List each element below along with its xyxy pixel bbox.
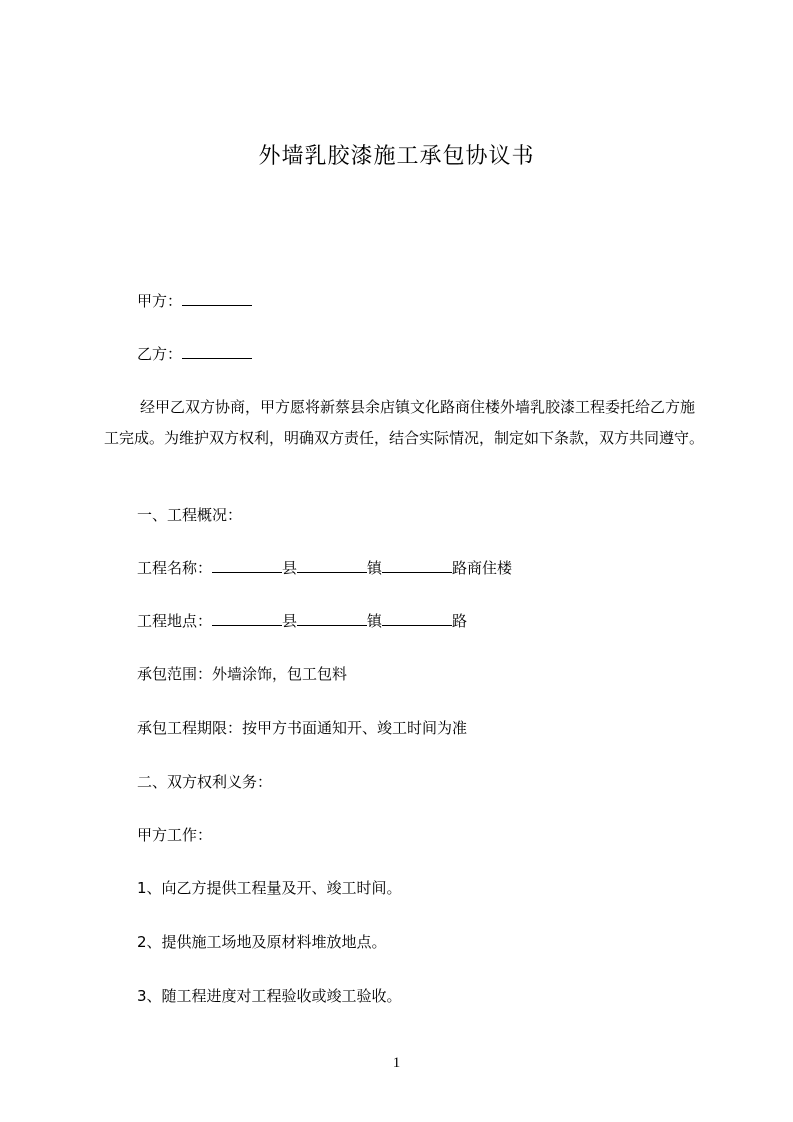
list-item: 3、随工程进度对工程验收或竣工验收。 [137, 987, 402, 1005]
intro-paragraph [104, 392, 704, 454]
list-item: 2、提供施工场地及原材料堆放地点。 [137, 933, 387, 951]
project-location-town-blank [297, 611, 367, 626]
project-name-road: 路商住楼 [452, 559, 513, 577]
party-a-work-heading: 甲方工作： [137, 826, 213, 844]
project-location-county-blank [212, 611, 282, 626]
project-name-town: 镇 [367, 559, 383, 577]
section1-heading: 一、工程概况： [137, 506, 243, 524]
project-name-county-blank [212, 558, 282, 573]
section2-heading: 二、双方权利义务： [137, 773, 273, 791]
project-location-road-blank [382, 611, 452, 626]
project-name-label: 工程名称： [137, 559, 213, 577]
project-location-road: 路 [452, 612, 468, 630]
list-item: 1、向乙方提供工程量及开、竣工时间。 [137, 879, 402, 897]
page-number: 1 [392, 1055, 401, 1071]
party-a-line [137, 290, 252, 312]
party-b-line [137, 343, 252, 365]
project-location-town: 镇 [367, 612, 383, 630]
party-b-blank [182, 344, 252, 359]
project-location-line [137, 610, 467, 632]
intro-text: 经甲乙双方协商，甲方愿将新蔡县余店镇文化路商住楼外墙乳胶漆工程委托给乙方施工完成。为维护双方权利，明确双方责任，结合实际情况，制定如下条款，双方共同遵守。 [104, 398, 705, 447]
project-name-county: 县 [282, 559, 298, 577]
document-title: 外墙乳胶漆施工承包协议书 [258, 144, 535, 169]
party-b-label: 乙方： [137, 345, 183, 363]
project-location-label: 工程地点： [137, 612, 213, 630]
project-name-road-blank [382, 558, 452, 573]
scope-line: 承包范围：外墙涂饰，包工包料 [137, 665, 348, 683]
project-name-line [137, 557, 512, 579]
party-a-label: 甲方： [137, 292, 183, 310]
project-name-town-blank [297, 558, 367, 573]
party-a-blank [182, 291, 252, 306]
project-location-county: 县 [282, 612, 298, 630]
period-line: 承包工程期限：按甲方书面通知开、竣工时间为准 [137, 719, 468, 737]
